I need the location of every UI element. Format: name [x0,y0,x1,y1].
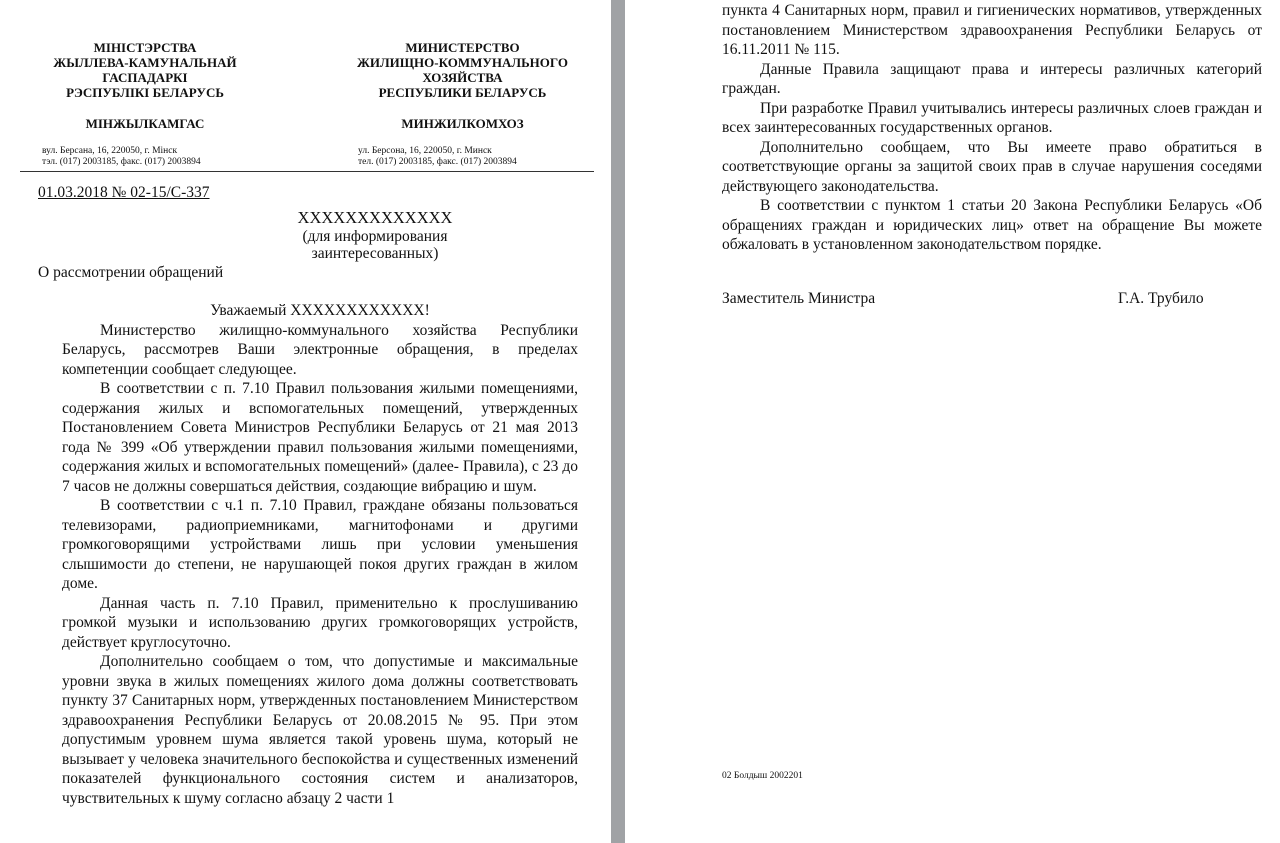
paragraph: Дополнительно сообщаем о том, что допустимые и максимальные уровни звука в жилых помещениях жилого дома должны соответствовать пункту 37 Санитарных норм, утвержденных постановлением Министерством здравоохранения Республики Беларусь от 20.08.2015 № 95. При этом допустимым уровнем шума является такой уровень шума, который не вызывает у человека значительного беспокойства и существенных изменений показателей функционального состояния систем и анализаторов, чувствительных к шуму согласно абзацу 2 части 1 [62,653,578,807]
signature-name: Г.А. Трубило [1118,290,1204,307]
header-line: ЖИЛИЩНО-КОММУНАЛЬНОГО [357,55,568,70]
header-by-abbr: МІНЖЫЛКАМГАС [85,116,205,131]
header-line: РЭСПУБЛІКІ БЕЛАРУСЬ [66,85,224,100]
phone-line: тэл. (017) 2003185, факс. (017) 2003894 [42,157,201,167]
letter-body-page-1 [62,301,578,808]
addressee-note: (для информирования заинтересованных) [302,228,448,262]
header-line: МІНІСТЭРСТВА [93,40,197,55]
paragraph: пункта 4 Санитарных норм, правил и гигиенических нормативов, утвержденных постановлением Министерством здравоохранения Республики Беларусь от 16.11.2011 № 115. [722,2,1262,58]
header-by-title [30,40,260,100]
letter-subject: О рассмотрении обращений [38,264,224,281]
salutation: Уважаемый XXXXXXXXXXXX! [210,302,430,319]
addressee [255,208,495,262]
signature-position: Заместитель Министра [722,290,876,307]
paragraph: Данные Правила защищают права и интересы различных категорий граждан. [722,60,1262,97]
page-separator [611,0,625,843]
header-line: ГАСПАДАРКІ [102,70,188,85]
header-divider [20,171,594,172]
addressee-name: XXXXXXXXXXXXX [297,208,453,227]
phone-line: тел. (017) 2003185, факс. (017) 2003894 [358,157,517,167]
paragraph: В соответствии с п. 7.10 Правил пользования жилыми помещениями, содержания жилых и вспомогательных помещений, утвержденных Постановлением Совета Министров Республики Беларусь от 21 мая 2013 года № 399 «Об утверждении правил пользования жилыми помещениями, содержания жилых и вспомогательных помещений» (далее- Правила), с 23 до 7 часов не должны совершаться действия, создающие вибрацию и шум. [62,380,578,495]
header-ru-abbr: МИНЖИЛКОМХОЗ [401,116,524,131]
header-by-address [42,146,201,168]
header-ru-address [358,146,517,168]
paragraph: Министерство жилищно-коммунального хозяйства Республики Беларусь, рассмотрев Ваши электронные обращения, в пределах компетенции сообщает следующее. [62,321,578,378]
header-ru-title [345,40,580,100]
paragraph: В соответствии с ч.1 п. 7.10 Правил, граждане обязаны пользоваться телевизорами, радиоприемниками, магнитофонами и другими громкоговорящими устройствами лишь при условии уменьшения слышимости до степени, не нарушающей покоя других граждан в жилом доме. [62,497,578,592]
paragraph: Дополнительно сообщаем, что Вы имеете право обратиться в соответствующие органы за защитой своих прав в случае нарушения соседями действующего законодательства. [722,138,1262,195]
address-line: вул. Берсана, 16, 220050, г. Мінск [42,146,178,156]
paragraph: В соответствии с пунктом 1 статьи 20 Закона Республики Беларусь «Об обращениях граждан и юридических лиц» ответ на обращение Вы можете обжаловать в установленном законодательством порядке. [722,197,1262,253]
header-line: МИНИСТЕРСТВО [405,40,520,55]
header-line: РЕСПУБЛИКИ БЕЛАРУСЬ [378,85,547,100]
registration-number: 01.03.2018 № 02-15/С-337 [38,184,210,201]
header-line: ЖЫЛЛЕВА-КАМУНАЛЬНАЙ [53,55,237,70]
footer-note: 02 Болдыш 2002201 [722,771,803,781]
document-page-1 [0,0,611,843]
header-line: ХОЗЯЙСТВА [422,70,503,85]
paragraph: Данная часть п. 7.10 Правил, применительно к прослушиванию громкой музыки и использованию других громкоговорящих устройств, действует круглосуточно. [62,594,578,651]
letter-body-page-2 [722,1,1262,255]
address-line: ул. Берсона, 16, 220050, г. Минск [358,146,492,156]
paragraph: При разработке Правил учитывались интересы различных слоев граждан и всех заинтересованных государственных органов. [722,99,1262,136]
